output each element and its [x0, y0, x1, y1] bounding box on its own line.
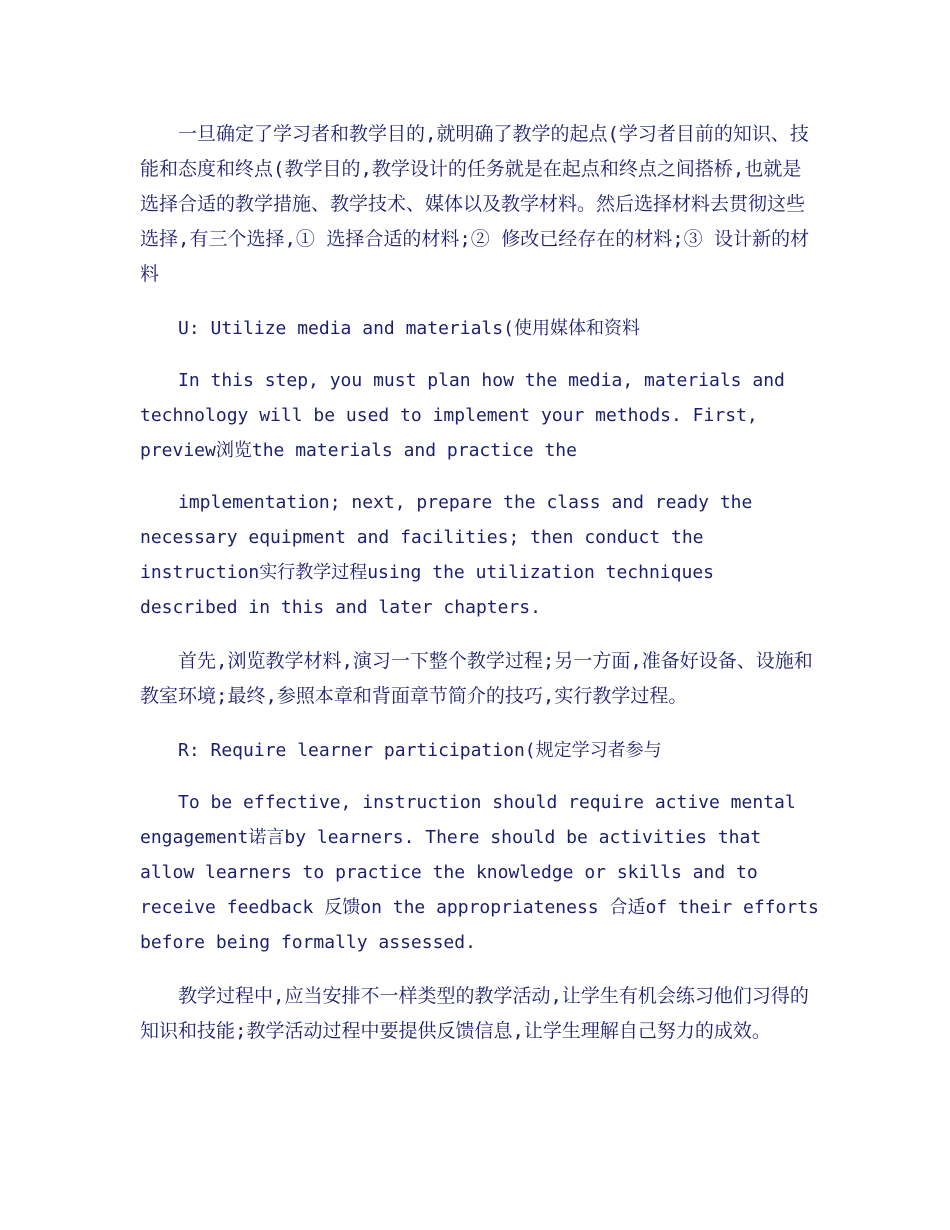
heading-require-participation: R: Require learner participation(规定学习者参与: [178, 740, 662, 761]
heading-utilize-media: U: Utilize media and materials(使用媒体和资料: [178, 318, 640, 339]
paragraph-require-chinese: 教学过程中,应当安排不一样类型的教学活动,让学生有机会练习他们习得的知识和技能;教学活动过程中要提供反馈信息,让学生理解自己努力的成效。: [140, 985, 809, 1042]
paragraph-require-engagement: To be effective, instruction should require active mental engagement诺言by learners. There should be activities that allow learners to practice the knowledge or skills and to receive feedback 反馈on the appropriateness 合适of their efforts before being formally assessed.: [140, 792, 819, 953]
document-body: [140, 117, 820, 1068]
paragraph-utilize-chinese: 首先,浏览教学材料,演习一下整个教学过程;另一方面,准备好设备、设施和教室环境;最终,参照本章和背面章节简介的技巧,实行教学过程。: [140, 650, 813, 707]
paragraph-utilize-plan: In this step, you must plan how the media, materials and technology will be used to implement your methods. First, preview浏览the materials and practice the: [140, 370, 785, 461]
paragraph-utilize-implementation: implementation; next, prepare the class and ready the necessary equipment and facilities; then conduct the instruction实行教学过程using the utilization techniques described in this and later chapters.: [140, 492, 753, 618]
paragraph-design-materials: 一旦确定了学习者和教学目的,就明确了教学的起点(学习者目前的知识、技能和态度和终点(教学目的,教学设计的任务就是在起点和终点之间搭桥,也就是选择合适的教学措施、教学技术、媒体以及教学材料。然后选择材料去贯彻这些选择,有三个选择,① 选择合适的材料;② 修改已经存在的材料;③ 设计新的材料: [140, 123, 810, 285]
